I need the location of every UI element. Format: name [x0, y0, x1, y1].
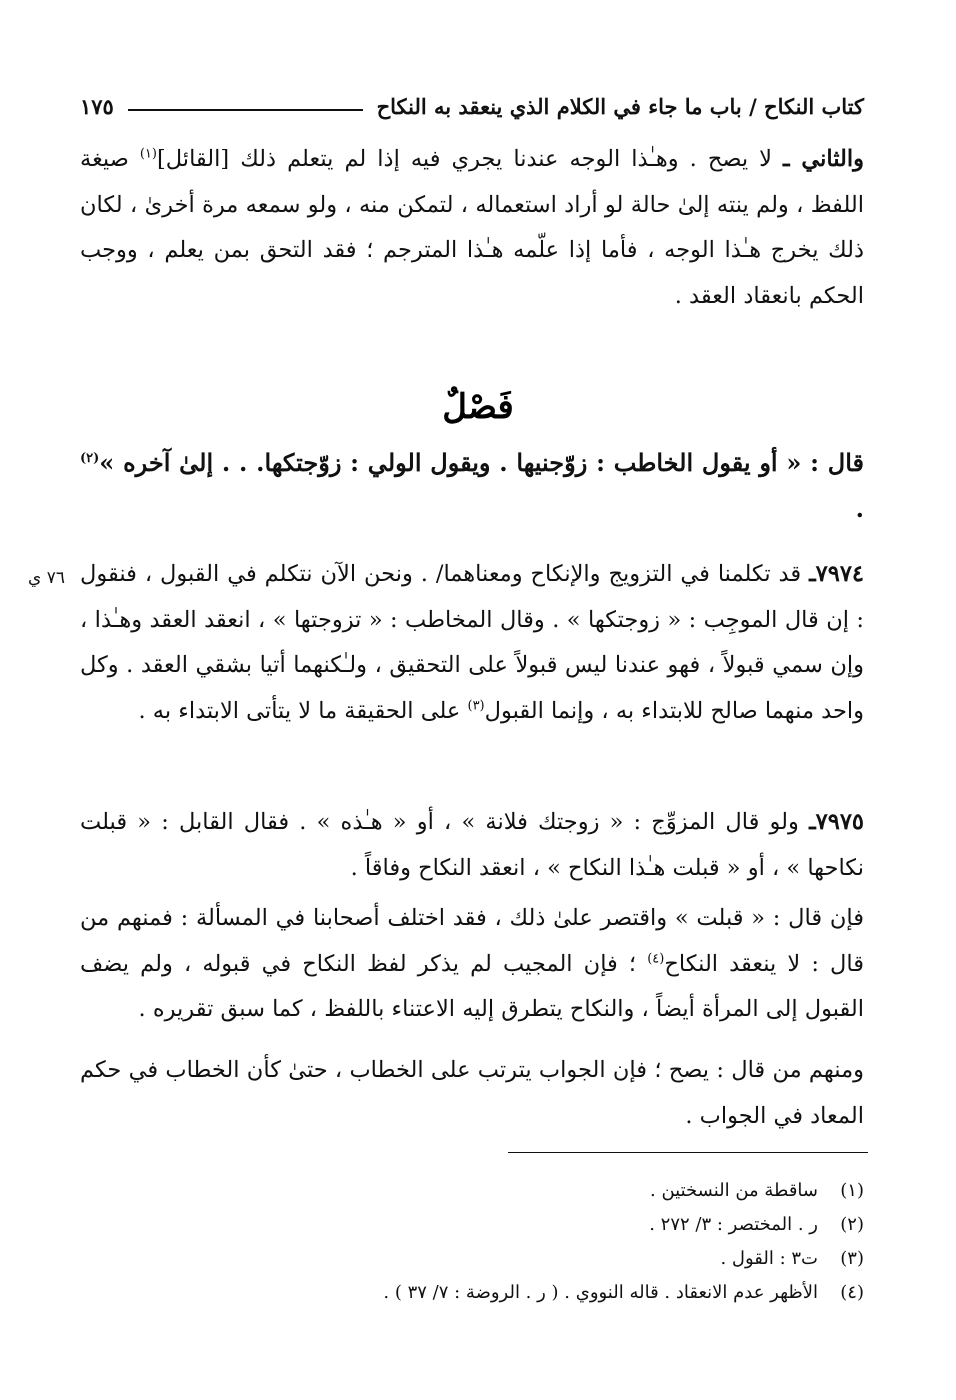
footnote-4-number: (٤) [840, 1282, 864, 1303]
footnote-4-text: الأظهر عدم الانعقاد . قاله النووي . ( ر . الروضة : ٧/ ٣٧ ) . [383, 1282, 818, 1303]
paragraph-1-text: لا يصح . وهـٰذا الوجه عندنا يجري فيه إذا لم يتعلم ذلك [القائل] [156, 146, 784, 172]
footnote-4 [160, 1276, 864, 1310]
footnote-3-number: (٣) [840, 1248, 864, 1269]
paragraph-3 [80, 552, 864, 734]
page-number: ١٧٥ [80, 93, 114, 119]
paragraph-3-rest: على الحقيقة ما لا يتأتى الابتداء به . [138, 697, 468, 724]
paragraph-1-lead: والثاني ـ [783, 146, 864, 172]
paragraph-5 [80, 896, 864, 1033]
fasl-ornament [418, 378, 538, 432]
footnote-1-text: ساقطة من النسختين . [650, 1180, 818, 1201]
paragraph-4-number: ٧٩٧٥ـ [809, 809, 864, 835]
paragraph-2-rest: . [855, 493, 864, 523]
header-rule [128, 109, 363, 111]
paragraph-1 [80, 137, 864, 319]
footnote-ref-2[interactable]: (٢) [80, 451, 100, 466]
running-header [80, 86, 864, 126]
header-title: كتاب النكاح / باب ما جاء في الكلام الذي ينعقد به النكاح [376, 93, 864, 119]
margin-note: ٧٦ ي [28, 568, 65, 588]
footnote-3-text: ت٣ : القول . [720, 1248, 818, 1269]
paragraph-5-text: فإن قال : « قبلت » واقتصر علىٰ ذلك ، فقد اختلف أصحابنا في المسألة : فمنهم من قال : لا ينعقد النكاح [80, 905, 864, 977]
footnote-2-number: (٢) [840, 1214, 864, 1235]
paragraph-3-text: قد تكلمنا في التزويج والإنكاح ومعناهما/ . ونحن الآن نتكلم في القبول ، فنقول : إن قال الموجِب : « زوجتكها » . وقال المخاطب : « تزوجتها » ، انعقد العقد وهـٰذا ، وإن سمي قبولاً ، فهو عندنا ليس قبولاً على التحقيق ، ولـٰكنهما أتيا بشقي العقد . وكل واحد منهما صالح للابتداء به ، وإنما القبول [80, 561, 864, 724]
footnote-2-text: ر . المختصر : ٣/ ٢٧٢ . [649, 1214, 818, 1235]
footnote-1 [160, 1174, 864, 1208]
fasl-heading: فَصْلٌ [442, 387, 514, 427]
footnote-ref-4[interactable]: (٤) [647, 951, 665, 966]
footnote-ref-3[interactable]: (٣) [467, 698, 485, 713]
footnote-separator [508, 1152, 868, 1153]
paragraph-6 [80, 1048, 864, 1139]
paragraph-3-number: ٧٩٧٤ـ [809, 561, 864, 587]
footnote-2 [160, 1208, 864, 1242]
paragraph-6-text: ومنهم من قال : يصح ؛ فإن الجواب يترتب على الخطاب ، حتىٰ كأن الخطاب في حكم المعاد في الجواب . [80, 1057, 864, 1129]
paragraph-4 [80, 800, 864, 891]
paragraph-2-text: قال : « أو يقول الخاطب : زوّجنيها . ويقول الولي : زوّجتكها. . . إلىٰ آخره » [99, 448, 864, 477]
paragraph-4-text: ولو قال المزوِّج : « زوجتك فلانة » ، أو « هـٰذه » . فقال القابل : « قبلت نكاحها » ، أو « قبلت هـٰذا النكاح » ، انعقد النكاح وفاقاً . [80, 809, 864, 881]
footnote-ref-1[interactable]: (١) [139, 146, 157, 162]
paragraph-5-rest: ؛ فإن المجيب لم يذكر لفظ النكاح في قبوله ، ولم يضف القبول إلى المرأة أيضاً ، والنكاح يتطرق إليه الاعتناء باللفظ ، كما سبق تقريره . [80, 950, 864, 1022]
footnote-1-number: (١) [840, 1180, 864, 1201]
paragraph-1-rest: صيغة اللفظ ، ولم ينته إلىٰ حالة لو أراد استعماله ، لتمكن منه ، ولو سمعه مرة أخرىٰ ، لكان ذلك يخرج هـٰذا الوجه ، فأما إذا علّمه هـٰذا المترجم ؛ فقد التحق بمن يعلم ، ووجب الحكم بانعقاد العقد . [80, 146, 864, 309]
footnote-3 [160, 1242, 864, 1276]
paragraph-2 [80, 440, 864, 531]
